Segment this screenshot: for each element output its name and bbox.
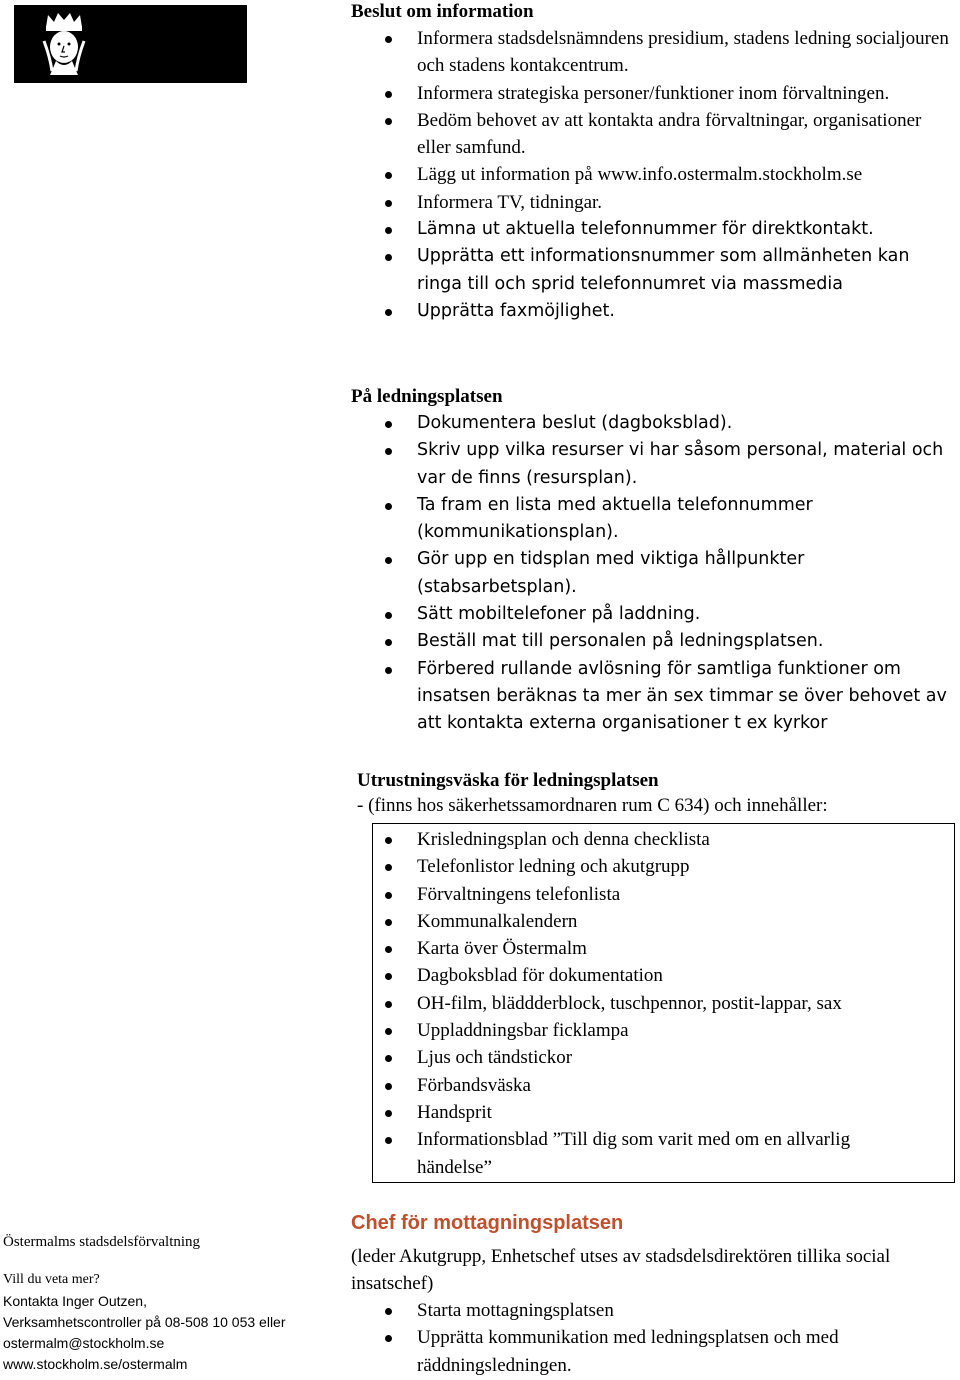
list-item: Upprätta ett informationsnummer som allmänheten kan ringa till och sprid telefonnumret via massmedia xyxy=(351,243,951,298)
list-item: Handsprit xyxy=(351,1099,951,1126)
website-link[interactable]: www.stockholm.se/ostermalm xyxy=(3,1356,188,1373)
sidebar-contact xyxy=(3,1232,343,1376)
list-item: Sätt mobiltelefoner på laddning. xyxy=(351,601,951,628)
contact-name: Kontakta Inger Outzen, xyxy=(3,1292,147,1309)
section-title-ledning: På ledningsplatsen xyxy=(351,386,503,407)
list-item: OH-film, bläddderblock, tuschpennor, postit-lappar, sax xyxy=(351,990,951,1017)
list-item: Informera strategiska personer/funktioner inom förvaltningen. xyxy=(351,80,951,107)
list-chef xyxy=(351,1297,951,1379)
list-item: Förbered rullande avlösning för samtliga funktioner om insatsen beräknas ta mer än sex timmar se över behovet av att kontakta externa organisationer t ex kyrkor xyxy=(351,656,951,738)
list-item: Ta fram en lista med aktuella telefonnummer (kommunikationsplan). xyxy=(351,492,951,547)
list-item: Uppladdningsbar ficklampa xyxy=(351,1017,951,1044)
list-item: Förbandsväska xyxy=(351,1072,951,1099)
list-item: Gör upp en tidsplan med viktiga hållpunkter (stabsarbetsplan). xyxy=(351,546,951,601)
contact-role: Verksamhetscontroller på 08-508 10 053 eller xyxy=(3,1313,286,1330)
list-item: Karta över Östermalm xyxy=(351,935,951,962)
list-item: Lämna ut aktuella telefonnummer för direktkontakt. xyxy=(351,216,951,243)
list-item: Beställ mat till personalen på ledningsplatsen. xyxy=(351,628,951,655)
contact-email-link[interactable]: ostermalm@stockholm.se xyxy=(3,1335,165,1352)
list-item: Informationsblad ”Till dig som varit med om en allvarlig händelse” xyxy=(351,1126,927,1181)
list-item: Lägg ut information på www.info.ostermalm.stockholm.se xyxy=(351,161,951,188)
list-utrustning xyxy=(351,826,951,1181)
list-item: Kommunalkalendern xyxy=(351,908,951,935)
section-title-beslut: Beslut om information xyxy=(351,1,534,22)
section-subtitle-utrustning: - (finns hos säkerhetssamordnaren rum C 634) och innehåller: xyxy=(357,795,828,816)
list-item: Förvaltningens telefonlista xyxy=(351,881,951,908)
list-beslut xyxy=(351,25,951,325)
stockholm-crown-head-icon xyxy=(34,11,94,77)
section-title-utrustning: Utrustningsväska för ledningsplatsen xyxy=(357,770,659,791)
list-item: Ljus och tändstickor xyxy=(351,1044,951,1071)
list-item: Krisledningsplan och denna checklista xyxy=(351,826,951,853)
section-subtitle-chef: (leder Akutgrupp, Enhetschef utses av stadsdelsdirektören tillika social insatschef) xyxy=(351,1246,891,1295)
list-item: Bedöm behovet av att kontakta andra förvaltningar, organisationer eller samfund. xyxy=(351,107,951,162)
section-title-chef: Chef för mottagningsplatsen xyxy=(351,1212,624,1234)
more-info-question: Vill du veta mer? xyxy=(3,1272,100,1288)
list-item: Skriv upp vilka resurser vi har såsom personal, material och var de finns (resursplan). xyxy=(351,437,951,492)
list-item: Dagboksblad för dokumentation xyxy=(351,962,951,989)
list-ledning xyxy=(351,410,951,738)
list-item: Telefonlistor ledning och akutgrupp xyxy=(351,853,951,880)
list-item: Dokumentera beslut (dagboksblad). xyxy=(351,410,951,437)
logo xyxy=(14,5,247,83)
org-name: Östermalms stadsdelsförvaltning xyxy=(3,1234,201,1250)
list-item: Upprätta faxmöjlighet. xyxy=(351,298,951,325)
list-item: Upprätta kommunikation med ledningsplatsen och med räddningsledningen. xyxy=(351,1324,951,1379)
list-item: Informera TV, tidningar. xyxy=(351,189,951,216)
list-item: Starta mottagningsplatsen xyxy=(351,1297,951,1324)
list-item: Informera stadsdelsnämndens presidium, stadens ledning socialjouren och stadens kontakcentrum. xyxy=(351,25,951,80)
